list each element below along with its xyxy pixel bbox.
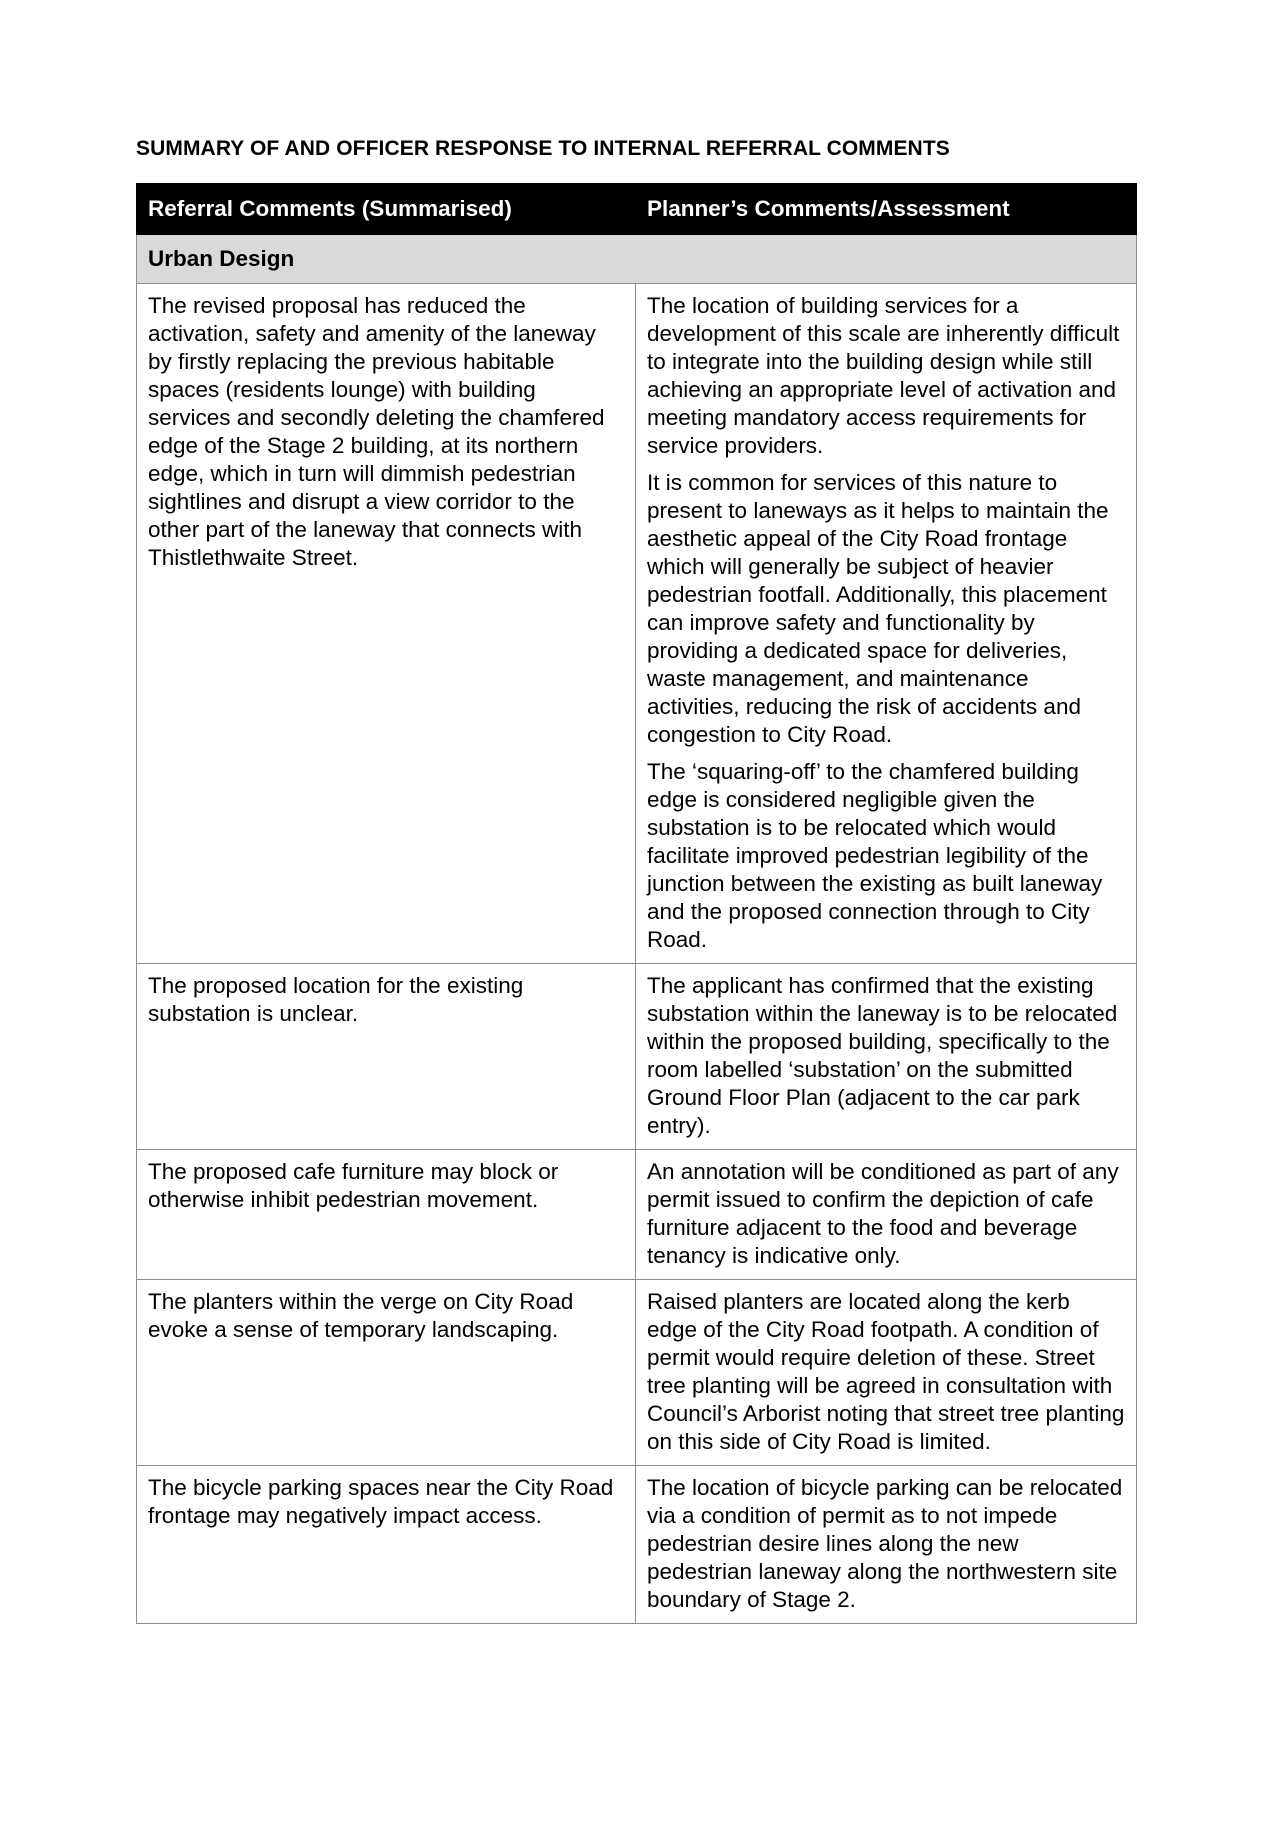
planner-response-paragraph: The location of building services for a development of this scale are inherently difficult to integrate into the building design while still achieving an appropriate level of activation and meeting mandatory access requirements for service providers. [647, 293, 1120, 458]
page-title: SUMMARY OF AND OFFICER RESPONSE TO INTERNAL REFERRAL COMMENTS [136, 137, 950, 160]
referral-comment: The planters within the verge on City Road evoke a sense of temporary landscaping. [148, 1289, 574, 1342]
table-row [137, 1280, 1137, 1466]
referral-comment: The bicycle parking spaces near the City Road frontage may negatively impact access. [148, 1475, 614, 1528]
referral-comment: The revised proposal has reduced the activation, safety and amenity of the laneway by firstly replacing the previous habitable spaces (residents lounge) with building services and secondly deleting the chamfered edge of the Stage 2 building, at its northern edge, which in turn will dimmish pedestrian sightlines and disrupt a view corridor to the other part of the laneway that connects with Thistlethwaite Street. [148, 293, 605, 570]
section-row [137, 235, 1137, 284]
section-heading: Urban Design [137, 235, 1137, 284]
table-row [137, 1150, 1137, 1280]
planner-response-cell [636, 1150, 1137, 1280]
planner-response-paragraph: Raised planters are located along the kerb edge of the City Road footpath. A condition of permit would require deletion of these. Street tree planting will be agreed in consultation with Council’s Arborist noting that street tree planting on this side of City Road is limited. [647, 1289, 1125, 1454]
referral-comment: The proposed location for the existing substation is unclear. [148, 973, 524, 1026]
referral-comment-cell [137, 1466, 636, 1624]
planner-response-paragraph: An annotation will be conditioned as part of any permit issued to confirm the depiction of cafe furniture adjacent to the food and beverage tenancy is indicative only. [647, 1159, 1119, 1268]
referral-comment: The proposed cafe furniture may block or otherwise inhibit pedestrian movement. [148, 1159, 559, 1212]
table-row [137, 1466, 1137, 1624]
planner-response-cell [636, 964, 1137, 1150]
referral-comment-cell [137, 284, 636, 964]
referral-comment-cell [137, 1150, 636, 1280]
planner-response-paragraph: The location of bicycle parking can be relocated via a condition of permit as to not impede pedestrian desire lines along the new pedestrian laneway along the northwestern site boundary of Stage 2. [647, 1475, 1123, 1612]
column-header-referral-comments: Referral Comments (Summarised) [137, 184, 636, 235]
planner-response-cell [636, 1280, 1137, 1466]
referral-table [136, 183, 1137, 1624]
planner-response-cell [636, 284, 1137, 964]
planner-response-paragraph: The applicant has confirmed that the existing substation within the laneway is to be relocated within the proposed building, specifically to the room labelled ‘substation’ on the submitted Ground Floor Plan (adjacent to the car park entry). [647, 973, 1118, 1138]
planner-response-cell [636, 1466, 1137, 1624]
column-header-planner-comments: Planner’s Comments/Assessment [636, 184, 1137, 235]
referral-comment-cell [137, 1280, 636, 1466]
referral-comment-cell [137, 964, 636, 1150]
table-row [137, 284, 1137, 964]
planner-response-paragraph: It is common for services of this nature to present to laneways as it helps to maintain the aesthetic appeal of the City Road frontage which will generally be subject of heavier pedestrian footfall. Additionally, this placement can improve safety and functionality by providing a dedicated space for deliveries, waste management, and maintenance activities, reducing the risk of accidents and congestion to City Road. [647, 470, 1109, 747]
planner-response-paragraph: The ‘squaring-off’ to the chamfered building edge is considered negligible given the substation is to be relocated which would facilitate improved pedestrian legibility of the junction between the existing as built laneway and the proposed connection through to City Road. [647, 759, 1103, 952]
table-header-row [137, 184, 1137, 235]
table-row [137, 964, 1137, 1150]
